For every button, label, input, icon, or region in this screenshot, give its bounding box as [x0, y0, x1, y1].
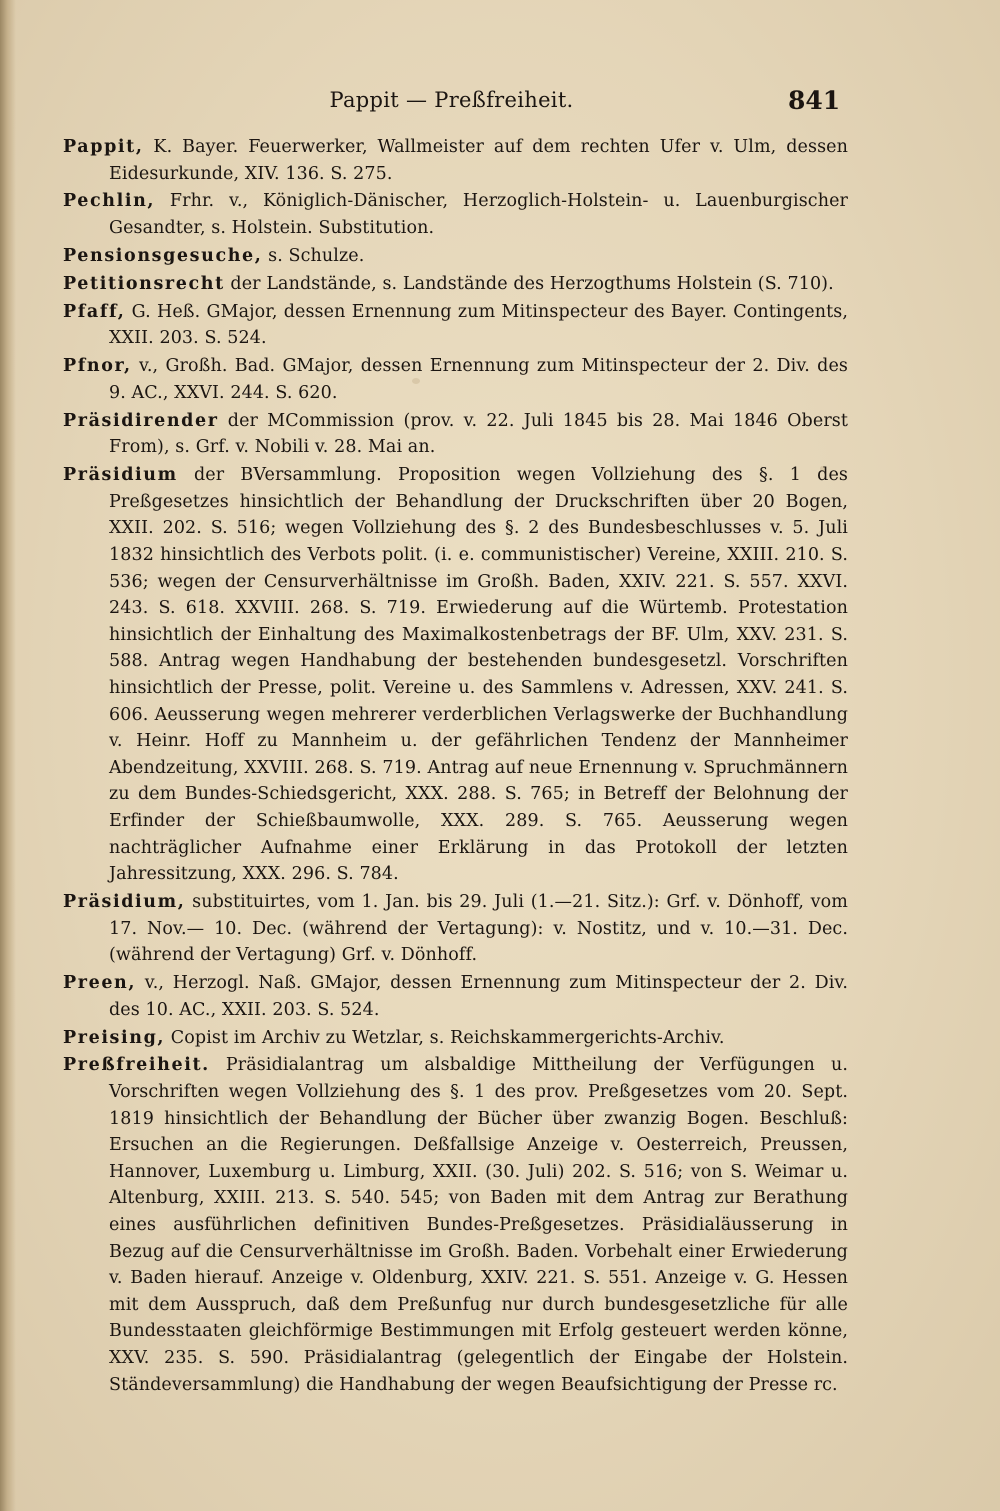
entry-text: substituirtes, vom 1. Jan. bis 29. Juli (1.—21. Sitz.): Grf. v. Dönhoff, vom 17. Nov.— 10. Dec. (während der Vertagung): v. Nostitz, und v. 10.—31. Dec. (während der Vertagung) Grf. v. Dönhoff.	[109, 892, 848, 966]
running-head: Pappit — Preßfreiheit.	[329, 88, 574, 112]
index-entry	[63, 134, 848, 187]
index-entry	[63, 1052, 848, 1398]
entry-text: v., Großh. Bad. GMajor, dessen Ernennung zum Mitinspecteur der 2. Div. des 9. AC., XXVI. 244. S. 620.	[109, 356, 848, 403]
entry-headword: Preising,	[63, 1027, 166, 1048]
entry-headword: Petitionsrecht	[63, 273, 225, 294]
entry-headword: Pensionsgesuche,	[63, 245, 263, 266]
entry-text: K. Bayer. Feuerwerker, Wallmeister auf dem rechten Ufer v. Ulm, dessen Eidesurkunde, XIV. 136. S. 275.	[109, 137, 848, 184]
entry-text: Copist im Archiv zu Wetzlar, s. Reichskammergerichts-Archiv.	[165, 1027, 725, 1048]
index-entry	[63, 1025, 848, 1052]
entry-text: G. Heß. GMajor, dessen Ernennung zum Mitinspecteur des Bayer. Contingents, XXII. 203. S. 524.	[109, 301, 848, 349]
page-binding-edge	[0, 0, 16, 1511]
entry-text: s. Schulze.	[262, 245, 365, 266]
entry-text: Präsidialantrag um alsbaldige Mittheilung der Verfügungen u. Vorschriften wegen Vollziehung des §. 1 des prov. Preßgesetzes vom 20. Sept. 1819 hinsichtlich der Behandlung der Bücher über zwanzig Bogen. Beschluß: Ersuchen an die Regierungen. Deßfallsige Anzeige v. Oesterreich, Preussen, Hannover, Luxemburg u. Limburg, XXII. (30. Juli) 202. S. 516; von S. Weimar u. Altenburg, XXIII. 213. S. 540. 545; von Baden mit dem Antrag zur Berathung eines ausführlichen definitiven Bundes-Preßgesetzes. Präsidialäusserung in Bezug auf die Censurverhältnisse im Großh. Baden. Vorbehalt einer Erwiederung v. Baden hierauf. Anzeige v. Oldenburg, XXIV. 221. S. 551. Anzeige v. G. Hessen mit dem Ausspruch, daß dem Preßunfug nur durch bundesgesetzliche für alle Bundesstaaten gleichförmige Bestimmungen mit Erfolg gesteuert werden könne, XXV. 235. S. 590. Präsidialantrag (gelegentlich der Eingabe der Holstein. Ständeversammlung) die Handhabung der wegen Beaufsichtigung der Presse rc.	[109, 1055, 848, 1395]
entry-headword: Pfnor,	[63, 356, 132, 377]
entry-headword: Präsidium,	[63, 892, 186, 912]
entry-headword: Pappit,	[63, 137, 144, 157]
index-entry	[63, 243, 848, 270]
index-entry	[63, 889, 848, 969]
entry-headword: Pfaff,	[63, 301, 126, 322]
index-entry	[63, 408, 848, 461]
entry-text: der MCommission (prov. v. 22. Juli 1845 bis 28. Mai 1846 Oberst From), s. Grf. v. Nobili v. 28. Mai an.	[109, 410, 848, 458]
index-entry	[63, 299, 848, 352]
index-entry	[63, 970, 848, 1023]
index-entry	[63, 188, 848, 241]
entry-text: Frhr. v., Königlich-Dänischer, Herzoglich-Holstein- u. Lauenburgischer Gesandter, s. Holstein. Substitution.	[109, 191, 848, 239]
entry-headword: Pechlin,	[63, 191, 156, 212]
entry-headword: Präsidium	[63, 465, 178, 486]
page-number: 841	[788, 86, 841, 115]
entry-text: der Landstände, s. Landstände des Herzogthums Holstein (S. 710).	[224, 273, 834, 294]
index-entry	[63, 271, 848, 298]
index-entry	[63, 353, 848, 406]
entry-headword: Preßfreiheit.	[63, 1055, 210, 1076]
page-header	[63, 88, 840, 128]
index-entries	[63, 134, 848, 1399]
entry-text: v., Herzogl. Naß. GMajor, dessen Ernennung zum Mitinspecteur der 2. Div. des 10. AC., XXII. 203. S. 524.	[109, 973, 848, 1020]
entry-headword: Präsidirender	[63, 410, 219, 431]
entry-text: der BVersammlung. Proposition wegen Vollziehung des §. 1 des Preßgesetzes hinsichtlich der Behandlung der Druckschriften über 20 Bogen, XXII. 202. S. 516; wegen Vollziehung des §. 2 des Bundesbeschlusses v. 5. Juli 1832 hinsichtlich des Verbots polit. (i. e. communistischer) Vereine, XXIII. 210. S. 536; wegen der Censurverhältnisse im Großh. Baden, XXIV. 221. S. 557. XXVI. 243. S. 618. XXVIII. 268. S. 719. Erwiederung auf die Würtemb. Protestation hinsichtlich der Einhaltung des Maximalkostenbetrags der BF. Ulm, XXV. 231. S. 588. Antrag wegen Handhabung der bestehenden bundesgesetzl. Vorschriften hinsichtlich der Presse, polit. Vereine u. des Sammlens v. Adressen, XXV. 241. S. 606. Aeusserung wegen mehrerer verderblichen Verlagswerke der Buchhandlung v. Heinr. Hoff zu Mannheim u. der gefährlichen Tendenz der Mannheimer Abendzeitung, XXVIII. 268. S. 719. Antrag auf neue Ernennung v. Spruchmännern zu dem Bundes-Schiedsgericht, XXX. 288. S. 765; in Betreff der Belohnung der Erfinder der Schießbaumwolle, XXX. 289. S. 765. Aeusserung wegen nachträglicher Aufnahme einer Erklärung in das Protokoll der letzten Jahressitzung, XXX. 296. S. 784.	[109, 465, 848, 885]
index-entry	[63, 462, 848, 888]
entry-headword: Preen,	[63, 973, 137, 994]
